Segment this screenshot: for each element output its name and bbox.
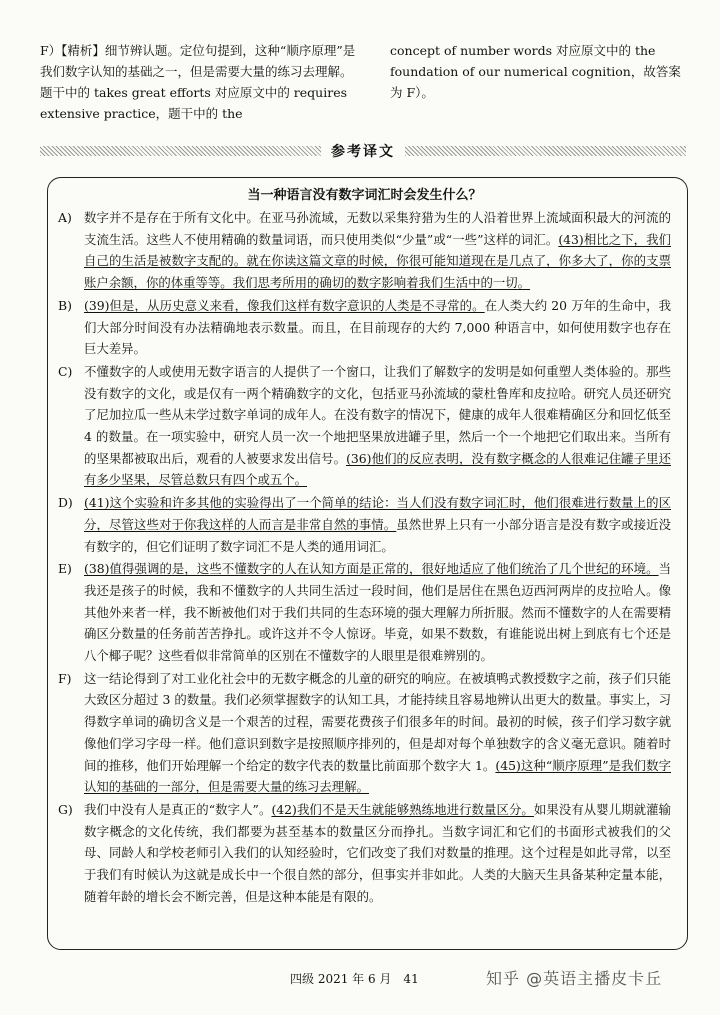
paragraph-text-plain: 这一结论得到了对工业化社会中的无数字概念的儿童的研究的响应。在被填鸭式教授数字之前，孩子们只能大致区分超过 3 的数量。我们必须掌握数字的认知工具，才能持续且容易地辨认出更大的数量。事实上，习得数字单词的确切含义是一个艰苦的过程，需要花费孩子们很多年的时间。最初的时候，孩子们学习数字就像他们学习字母一样。他们意识到数字是按照顺序排列的，但是却对每个单独数字的含义毫无意识。随着时间的推移，他们开始理解一个给定的数字代表的数量比前面那个数字大 1。 <box>84 670 671 773</box>
section-title: 参考译文 <box>321 141 405 161</box>
section-header <box>40 142 686 160</box>
paragraph-text-underlined: (42)我们不是天生就能够熟练地进行数量区分。 <box>271 801 534 817</box>
paragraph-text-plain: 不懂数字的人或使用无数字语言的人提供了一个窗口，让我们了解数字的发明是如何重塑人类体验的。那些没有数字的文化，或是仅有一两个精确数字的文化，包括亚马孙流域的蒙杜鲁库和皮拉哈。研究人员还研究了尼加拉瓜一些从未学过数字单词的成年人。在没有数字的情况下，健康的成年人很难精确区分和回忆低至 4 的数量。在一项实验中，研究人员一次一个地把坚果放进罐子里，然后一个一个地把它们取出来。当所有的坚果都被取出后，观看的人被要求发出信号。 <box>84 363 671 466</box>
paragraph-text <box>84 668 671 798</box>
translation-title: 当一种语言没有数字词汇时会发生什么？ <box>247 188 482 203</box>
paragraph <box>58 207 671 294</box>
watermark: 知乎 @英语主播皮卡丘 <box>486 969 663 988</box>
paragraph-text <box>84 361 671 491</box>
paragraph <box>58 558 671 667</box>
paragraph-label: C) <box>58 363 73 379</box>
paragraph-label: A) <box>58 210 72 225</box>
paragraph-text-plain: 数字并不是存在于所有文化中。在亚马孙流域，无数以采集狩猎为生的人沿着世界上流域面积最大的河流的支流生活。这些人不使用精确的数量词语，而只使用类似“少量”或“一些”这样的词汇。 <box>84 210 671 247</box>
paragraph-text-plain: 当我还是孩子的时候，我和不懂数字的人共同生活过一段时间，他们是居住在黑色迈西河两岸的皮拉哈人。像其他外来者一样，我不断被他们对于我们共同的生态环境的强大理解力所折服。然而不懂数字的人在需要精确区分数量的任务前苦苦挣扎。或许这并不令人惊讶。毕竟，如果不数数，有谁能说出树上到底有七个还是八个椰子呢？这些看似非常简单的区别在不懂数字的人眼里是很难辨别的。 <box>84 561 671 664</box>
paragraph <box>58 295 671 360</box>
paragraph-text-plain: 我们中没有人是真正的“数字人”。 <box>84 801 272 817</box>
paragraph-label: D) <box>58 495 73 511</box>
paragraph-text-underlined: (36)他们的反应表明，没有数字概念的人很难记住罐子里还有多少坚果，尽管总数只有四个或五个。 <box>84 450 671 488</box>
paragraph-text-underlined: (39)但是，从历史意义来看，像我们这样有数字意识的人类是不寻常的。 <box>84 297 485 313</box>
header-hatch-right <box>405 146 686 156</box>
paragraph-text <box>84 558 671 667</box>
paragraph-text <box>84 492 671 557</box>
paragraph-text-underlined: (38)值得强调的是，这些不懂数字的人在认知方面是正常的，很好地适应了他们统治了几个世纪的环境。 <box>84 561 659 577</box>
paragraph-label: G) <box>58 801 73 817</box>
translation-box <box>47 177 688 950</box>
paragraph-text <box>84 295 671 360</box>
paragraph-label: E) <box>58 561 72 577</box>
analysis-left: F）【精析】细节辨认题。定位句提到，这种“顺序原理”是我们数字认知的基础之一，但是需要大量的练习去理解。题干中的 takes great efforts 对应原文中的 requires extensive practice，题干中的 the <box>40 43 356 121</box>
analysis-right: concept of number words 对应原文中的 the foundation of our numerical cognition，故答案为 F）。 <box>390 43 681 100</box>
paragraph-text-underlined: (43)相比之下，我们自己的生活是被数字支配的。就在你读这篇文章的时候，你很可能知道现在是几点了，你多大了，你的支票账户余额，你的体重等等。我们思考所用的确切的数字影响着我们生活中的一切。 <box>84 231 671 291</box>
header-hatch-left <box>40 146 321 156</box>
paragraph <box>58 668 671 798</box>
paragraph-text-underlined: (45)这种“顺序原理”是我们数字认知的基础的一部分，但是需要大量的练习去理解。 <box>84 757 672 795</box>
page-number: 四级 2021 年 6 月 41 <box>290 972 419 986</box>
paragraph-label: B) <box>58 297 72 313</box>
paragraph <box>58 492 671 557</box>
paragraph-text <box>84 207 671 294</box>
paragraph <box>58 799 671 908</box>
paragraph-text <box>84 799 671 908</box>
paragraph-text-plain: 虽然世界上只有一小部分语言是没有数字或接近没有数字的，但它们证明了数字词汇不是人类的通用词汇。 <box>84 516 672 554</box>
paragraph <box>58 361 671 491</box>
paragraph-text-underlined: (41)这个实验和许多其他的实验得出了一个简单的结论：当人们没有数字词汇时，他们很难进行数量上的区分，尽管这些对于你我这样的人而言是非常自然的事情。 <box>84 495 671 532</box>
paragraph-text-plain: 如果没有从婴儿期就灌输数字概念的文化传统，我们都要为甚至基本的数量区分而挣扎。当数字词汇和它们的书面形式被我们的父母、同龄人和学校老师引入我们的认知经验时，它们改变了我们对数量的推理。这个过程是如此寻常，以至于我们有时候认为这就是成长中一个很自然的部分，但事实并非如此。人类的大脑天生具备某种定量本能，随着年龄的增长会不断完善，但是这种本能是有限的。 <box>84 801 672 904</box>
paragraph-text-plain: 在人类大约 20 万年的生命中，我们大部分时间没有办法精确地表示数量。而且，在目前现存的大约 7,000 种语言中，如何使用数字也存在巨大差异。 <box>84 297 671 357</box>
paragraph-label: F) <box>58 670 72 686</box>
